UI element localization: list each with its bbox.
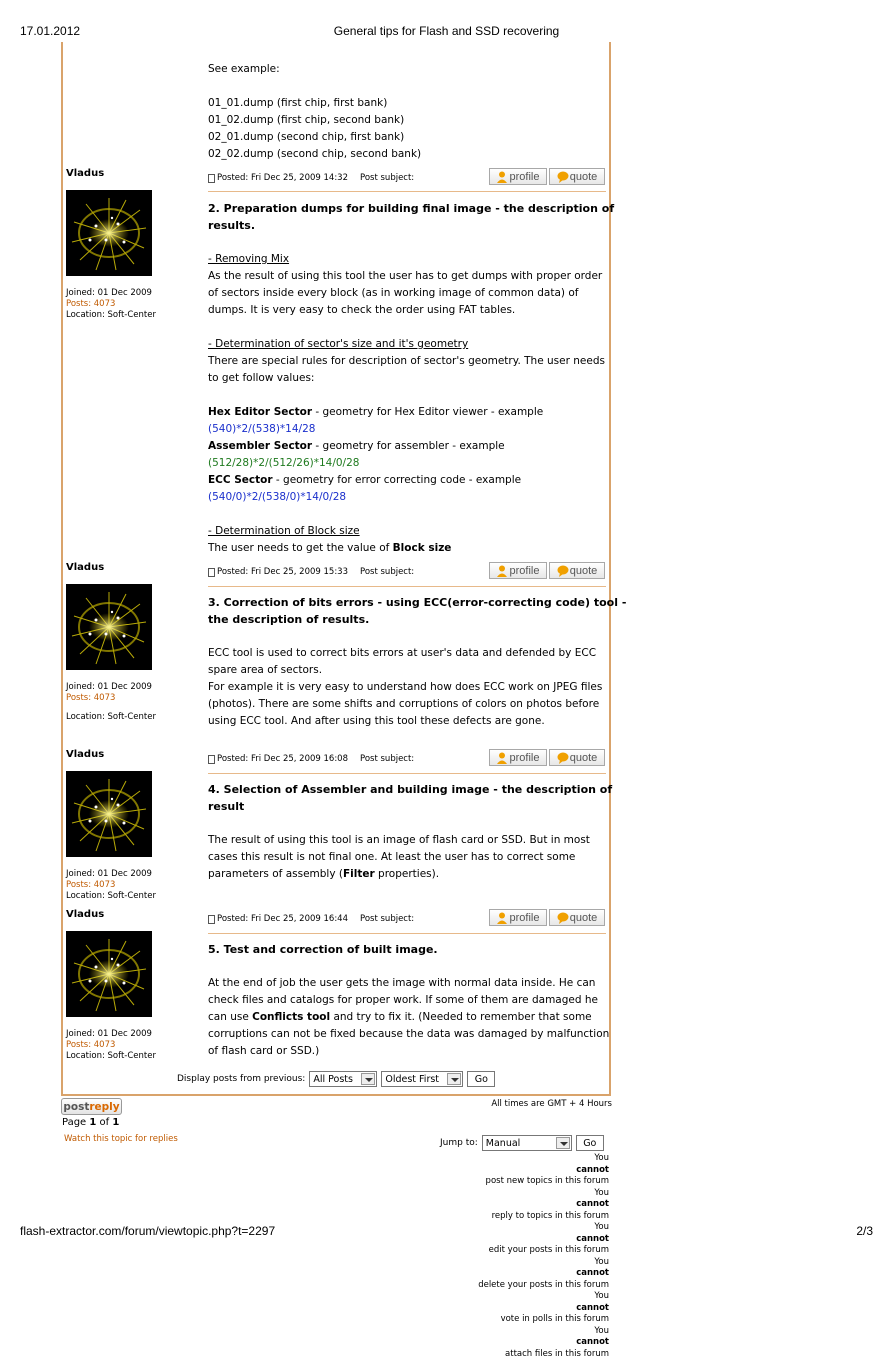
- post-title: 2. Preparation dumps for building final image - the description of: [208, 200, 608, 217]
- profile-button[interactable]: profile: [489, 909, 547, 926]
- author-name[interactable]: Vladus: [66, 168, 104, 179]
- quote-icon: [557, 171, 567, 183]
- author-name[interactable]: Vladus: [66, 562, 104, 573]
- permissions-list: [380, 1153, 609, 1360]
- display-options: [177, 1071, 495, 1087]
- post-count: Posts: 4073: [66, 693, 156, 704]
- post-count: Posts: 4073: [66, 299, 156, 310]
- post-body: 5. Test and correction of built image. At the end of job the user gets the image with normal data inside. He can check files and catalogs for proper work. If some of them are damaged he can use Conflicts tool and try to fix it. (Needed to remember that some corruptions can not be fixed because the data was damaged by malfunction of flash card or SSD.): [208, 941, 608, 1060]
- days-select[interactable]: All Posts: [309, 1071, 377, 1087]
- post-title: the description of results.: [208, 611, 608, 628]
- geometry-name: Hex Editor Sector: [208, 406, 312, 418]
- geometry-value: (540/0)*2/(538/0)*14/0/28: [208, 489, 608, 506]
- jump-to: [440, 1135, 604, 1151]
- author-info: [66, 869, 156, 902]
- watch-topic-link[interactable]: Watch this topic for replies: [64, 1134, 178, 1144]
- fragment-line: [208, 78, 608, 95]
- avatar: [66, 931, 152, 1017]
- post-title: result: [208, 798, 608, 815]
- post-icon[interactable]: [208, 174, 215, 183]
- avatar: [66, 584, 152, 670]
- chevron-down-icon: [447, 1073, 461, 1085]
- profile-button[interactable]: profile: [489, 562, 547, 579]
- print-date: 17.01.2012: [20, 24, 80, 38]
- section-heading: - Removing Mix: [208, 253, 289, 265]
- quote-button[interactable]: quote: [549, 168, 605, 185]
- post-title: 5. Test and correction of built image.: [208, 941, 608, 958]
- display-label: Display posts from previous:: [177, 1074, 305, 1084]
- posted-date: Posted: Fri Dec 25, 2009 16:08: [217, 754, 348, 764]
- post-title: results.: [208, 217, 608, 234]
- post-subject: Post subject:: [360, 173, 414, 183]
- post-title: 3. Correction of bits errors - using ECC(error-correcting code) tool -: [208, 594, 608, 611]
- post-separator: [208, 933, 606, 934]
- profile-icon: [497, 565, 507, 577]
- geometry-value: (512/28)*2/(512/26)*14/0/28: [208, 455, 608, 472]
- post-buttons: [489, 909, 605, 926]
- quote-button[interactable]: quote: [549, 909, 605, 926]
- post-buttons: [489, 749, 605, 766]
- post-meta: [208, 173, 414, 183]
- permission-line: You cannot delete your posts in this forum: [380, 1257, 609, 1292]
- quote-button[interactable]: quote: [549, 749, 605, 766]
- quote-icon: [557, 565, 567, 577]
- permission-line: You cannot vote in polls in this forum: [380, 1291, 609, 1326]
- permission-line: You cannot post new topics in this forum: [380, 1153, 609, 1188]
- fragment-line: 02_01.dump (second chip, first bank): [208, 129, 608, 146]
- author-name[interactable]: Vladus: [66, 909, 104, 920]
- print-title: General tips for Flash and SSD recovering: [0, 24, 893, 38]
- post-body: 3. Correction of bits errors - using ECC(error-correcting code) tool - the description of results. ECC tool is used to correct bits errors at user's data and defended by ECC spare area of sectors. For example it is very easy to understand how does ECC work on JPEG files (photos). There are some shifts and corruptions of colors on photos before using ECC tool. And after using this tool these defects are gone.: [208, 594, 608, 730]
- profile-icon: [497, 752, 507, 764]
- avatar: [66, 190, 152, 276]
- fragment-line: 01_02.dump (first chip, second bank): [208, 112, 608, 129]
- jump-label: Jump to:: [440, 1138, 478, 1148]
- quote-icon: [557, 912, 567, 924]
- author-info: [66, 682, 156, 723]
- profile-button[interactable]: profile: [489, 749, 547, 766]
- jump-forum-select[interactable]: Manual: [482, 1135, 572, 1151]
- section-heading: - Determination of Block size: [208, 525, 360, 537]
- post-title: 4. Selection of Assembler and building image - the description of: [208, 781, 608, 798]
- post-meta: [208, 914, 414, 924]
- display-go-button[interactable]: Go: [467, 1071, 495, 1087]
- author-info: [66, 1029, 156, 1062]
- profile-icon: [497, 171, 507, 183]
- previous-post-fragment: [208, 61, 608, 163]
- avatar: [66, 771, 152, 857]
- posted-date: Posted: Fri Dec 25, 2009 15:33: [217, 567, 348, 577]
- print-page-number: 2/3: [856, 1224, 873, 1238]
- geometry-value: (540)*2/(538)*14/28: [208, 421, 608, 438]
- post-reply-button[interactable]: post reply: [61, 1098, 122, 1115]
- post-separator: [208, 586, 606, 587]
- joined-date: Joined: 01 Dec 2009: [66, 1029, 156, 1040]
- post-separator: [208, 191, 606, 192]
- author-info: [66, 288, 156, 321]
- post-subject: Post subject:: [360, 567, 414, 577]
- post-meta: [208, 754, 414, 764]
- permission-line: You cannot attach files in this forum: [380, 1326, 609, 1360]
- post-icon[interactable]: [208, 755, 215, 764]
- post-buttons: [489, 168, 605, 185]
- post-count: Posts: 4073: [66, 880, 156, 891]
- post-count: Posts: 4073: [66, 1040, 156, 1051]
- post-body: 4. Selection of Assembler and building image - the description of result The result of using this tool is an image of flash card or SSD. But in most cases this result is not final one. At least the user has to correct some parameters of assembly (Filter properties).: [208, 781, 608, 883]
- geometry-name: ECC Sector: [208, 474, 273, 486]
- author-name[interactable]: Vladus: [66, 749, 104, 760]
- post-body: 2. Preparation dumps for building final image - the description of results. - Removing Mix As the result of using this tool the user has to get dumps with proper order of sectors inside every block (as in working image of common data) of dumps. It is very easy to check the order using FAT tables. - Determination of sector's size and it's geometry There are special rules for description of sector's geometry. The user needs to get follow values: Hex Editor Sector - geometry for Hex Editor viewer - example (540)*2/(538)*14/28 Assembler Sector - geometry for assembler - example (512/28)*2/(512/26)*14/0/28 ECC Sector - geometry for error correcting code - example (540/0)*2/(538/0)*14/0/28 - Determination of Block size The user needs to get the value of Block size: [208, 200, 608, 557]
- posted-date: Posted: Fri Dec 25, 2009 16:44: [217, 914, 348, 924]
- post-separator: [208, 773, 606, 774]
- profile-button[interactable]: profile: [489, 168, 547, 185]
- chevron-down-icon: [556, 1137, 570, 1149]
- section-heading: - Determination of sector's size and it's geometry: [208, 338, 468, 350]
- location: Location: Soft-Center: [66, 712, 156, 723]
- fragment-line: 02_02.dump (second chip, second bank): [208, 146, 608, 163]
- geometry-name: Assembler Sector: [208, 440, 312, 452]
- quote-icon: [557, 752, 567, 764]
- post-subject: Post subject:: [360, 914, 414, 924]
- page-info: Page 1 of 1: [62, 1117, 119, 1128]
- joined-date: Joined: 01 Dec 2009: [66, 288, 156, 299]
- sort-order-select[interactable]: Oldest First: [381, 1071, 463, 1087]
- post-buttons: [489, 562, 605, 579]
- fragment-line: 01_01.dump (first chip, first bank): [208, 95, 608, 112]
- location: Location: Soft-Center: [66, 891, 156, 902]
- permission-line: You cannot edit your posts in this forum: [380, 1222, 609, 1257]
- print-url: flash-extractor.com/forum/viewtopic.php?t=2297: [20, 1224, 275, 1238]
- joined-date: Joined: 01 Dec 2009: [66, 869, 156, 880]
- joined-date: Joined: 01 Dec 2009: [66, 682, 156, 693]
- permission-line: You cannot reply to topics in this forum: [380, 1188, 609, 1223]
- jump-go-button[interactable]: Go: [576, 1135, 604, 1151]
- post-meta: [208, 567, 414, 577]
- profile-icon: [497, 912, 507, 924]
- chevron-down-icon: [361, 1073, 375, 1085]
- post-icon[interactable]: [208, 915, 215, 924]
- quote-button[interactable]: quote: [549, 562, 605, 579]
- fragment-line: See example:: [208, 61, 608, 78]
- post-subject: Post subject:: [360, 754, 414, 764]
- location: Location: Soft-Center: [66, 1051, 156, 1062]
- post-icon[interactable]: [208, 568, 215, 577]
- timezone-note: All times are GMT + 4 Hours: [480, 1099, 612, 1109]
- posted-date: Posted: Fri Dec 25, 2009 14:32: [217, 173, 348, 183]
- location: Location: Soft-Center: [66, 310, 156, 321]
